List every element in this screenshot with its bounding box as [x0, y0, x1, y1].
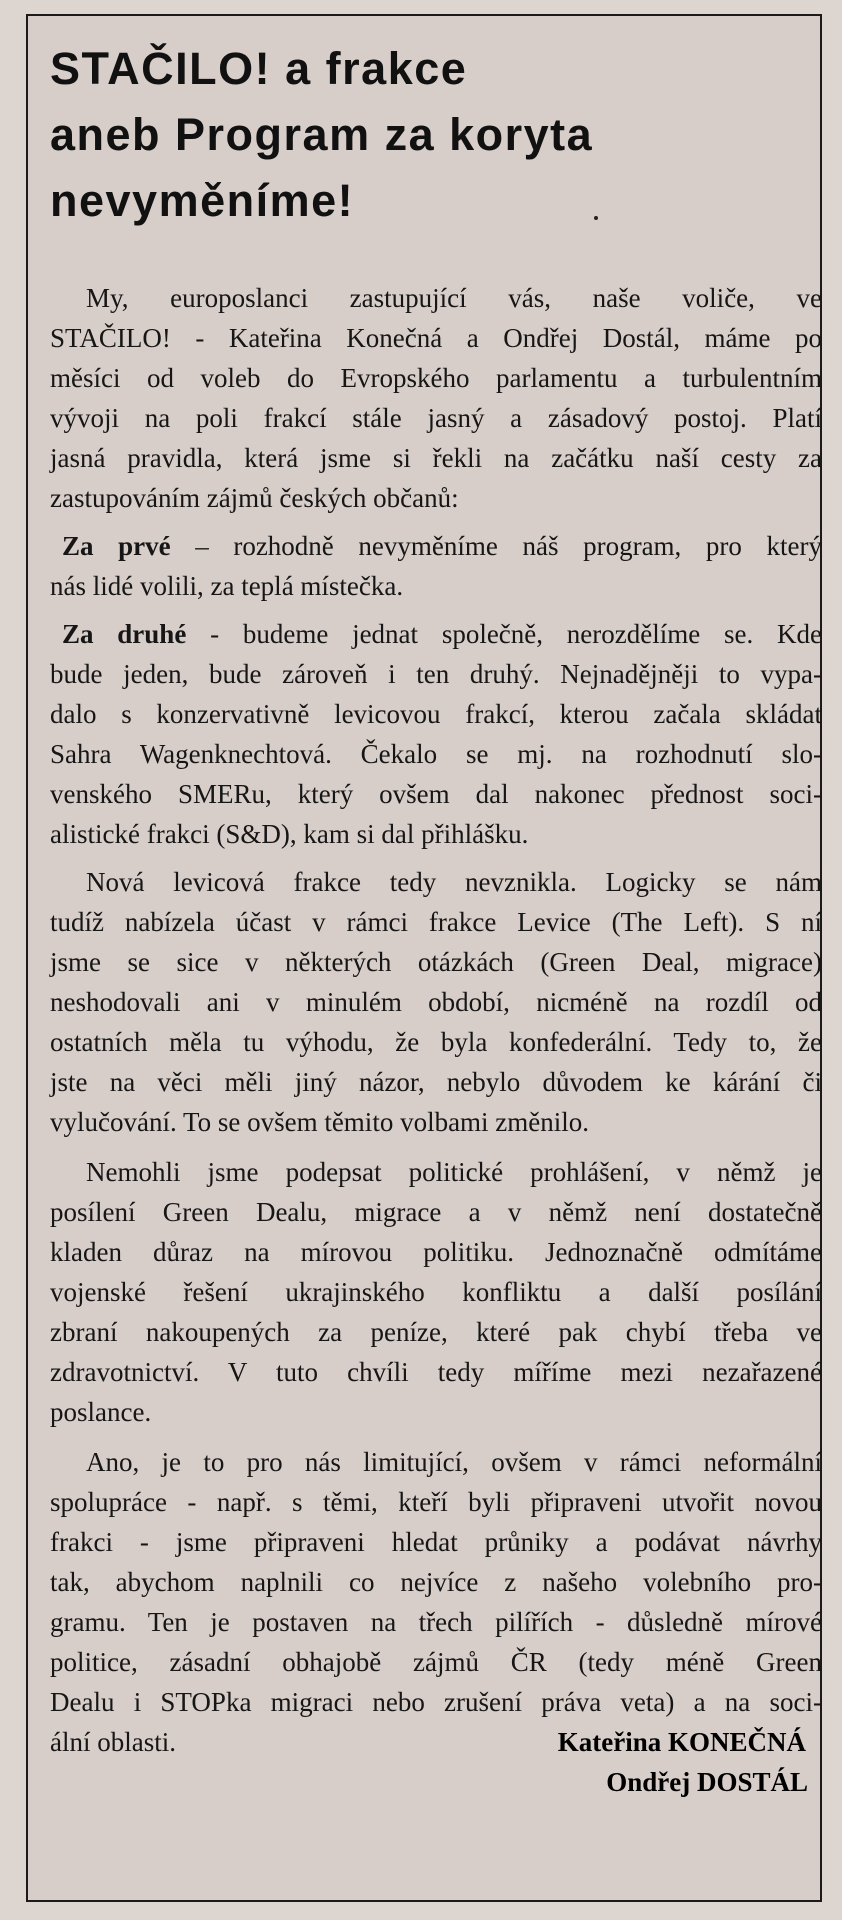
text-line: Dealu i STOPka migraci nebo zrušení práva veta) a na soci- [50, 1687, 822, 1717]
text-line: ální oblasti. [50, 1727, 176, 1757]
text-line: nás lidé volili, za teplá místečka. [50, 571, 404, 601]
text-line: Sahra Wagenknechtová. Čekalo se mj. na rozhodnutí slo- [50, 739, 822, 769]
point-text: – rozhodně nevyměníme náš program, pro který [170, 531, 822, 561]
text-line: zbraní nakoupených za peníze, které pak chybí třeba ve [50, 1317, 822, 1347]
text-line: STAČILO! - Kateřina Konečná a Ondřej Dostál, máme po [50, 323, 822, 353]
title-line: STAČILO! a frakce [50, 43, 468, 94]
text-line: jste na věci měli jiný názor, nebylo důvodem ke kárání či [50, 1067, 822, 1097]
text-line: zastupováním zájmů českých občanů: [50, 483, 459, 513]
text-line: neshodovali ani v minulém období, nicméně na rozdíl od [50, 987, 822, 1017]
text-line: jsme se sice v některých otázkách (Green Deal, migrace) [50, 947, 822, 977]
signature-dostal: Ondřej DOSTÁL [606, 1767, 808, 1797]
text-line: politice, zásadní obhajobě zájmů ČR (tedy méně Green [50, 1647, 822, 1677]
paragraph-first-point [50, 526, 822, 606]
paragraph-left-faction [50, 862, 822, 1142]
text-line: posílení Green Dealu, migrace a v němž není dostatečně [50, 1197, 822, 1227]
point-lead: Za prvé [62, 531, 171, 561]
point-text: - budeme jednat společně, nerozdělíme se. Kde [186, 619, 822, 649]
text-line: vylučování. To se ovšem těmito volbami změnilo. [50, 1107, 590, 1137]
text-line: Nemohli jsme podepsat politické prohlášení, v němž je [86, 1157, 822, 1187]
title-line: nevyměníme! [50, 175, 355, 226]
text-line: bude jeden, bude zároveň i ten druhý. Nejnadějněji to vypa- [50, 659, 822, 689]
text-line: Nová levicová frakce tedy nevznikla. Logicky se nám [86, 867, 822, 897]
article-box [26, 14, 822, 1902]
text-line: dalo s konzervativně levicovou frakcí, kterou začala skládat [50, 699, 822, 729]
point-lead: Za druhé [62, 619, 187, 649]
print-speck [594, 216, 598, 220]
paragraph-intro [50, 278, 822, 518]
text-line: tudíž nabízela účast v rámci frakce Levice (The Left). S ní [50, 907, 822, 937]
text-line: spolupráce - např. s těmi, kteří byli připraveni utvořit novou [50, 1487, 822, 1517]
article-body [50, 278, 822, 1802]
paragraph-declaration [50, 1152, 822, 1432]
paragraph-second-point [50, 614, 822, 854]
text-line: gramu. Ten je postaven na třech pilířích - důsledně mírové [50, 1607, 822, 1637]
text-line: zdravotnictví. V tuto chvíli tedy míříme mezi nezařazené [50, 1357, 822, 1387]
text-line: tak, abychom naplnili co nejvíce z našeho volebního pro- [50, 1567, 822, 1597]
text-line: jasná pravidla, která jsme si řekli na začátku naší cesty za [50, 443, 822, 473]
article-title [50, 36, 810, 234]
signature-konecna: Kateřina KONEČNÁ [557, 1727, 806, 1757]
text-line: vývoji na poli frakcí stále jasný a zásadový postoj. Platí [50, 403, 822, 433]
text-line [50, 526, 822, 566]
text-line: My, europoslanci zastupující vás, naše voliče, ve [86, 283, 822, 313]
text-line: frakci - jsme připraveni hledat průniky a podávat návrhy [50, 1527, 822, 1557]
paragraph-cooperation [50, 1442, 822, 1802]
text-line: ostatních měla tu výhodu, že byla konfederální. Tedy to, že [50, 1027, 822, 1057]
text-line: alistické frakci (S&D), kam si dal přihlášku. [50, 819, 529, 849]
text-line: Ano, je to pro nás limitující, ovšem v rámci neformální [86, 1447, 822, 1477]
title-line: aneb Program za koryta [50, 109, 594, 160]
text-line [50, 614, 822, 654]
text-line: vojenské řešení ukrajinského konfliktu a další posílání [50, 1277, 822, 1307]
text-line: měsíci od voleb do Evropského parlamentu a turbulentním [50, 363, 822, 393]
text-line: poslance. [50, 1397, 152, 1427]
text-line: venského SMERu, který ovšem dal nakonec přednost soci- [50, 779, 822, 809]
text-line: kladen důraz na mírovou politiku. Jednoznačně odmítáme [50, 1237, 822, 1267]
signature-row [50, 1722, 822, 1762]
